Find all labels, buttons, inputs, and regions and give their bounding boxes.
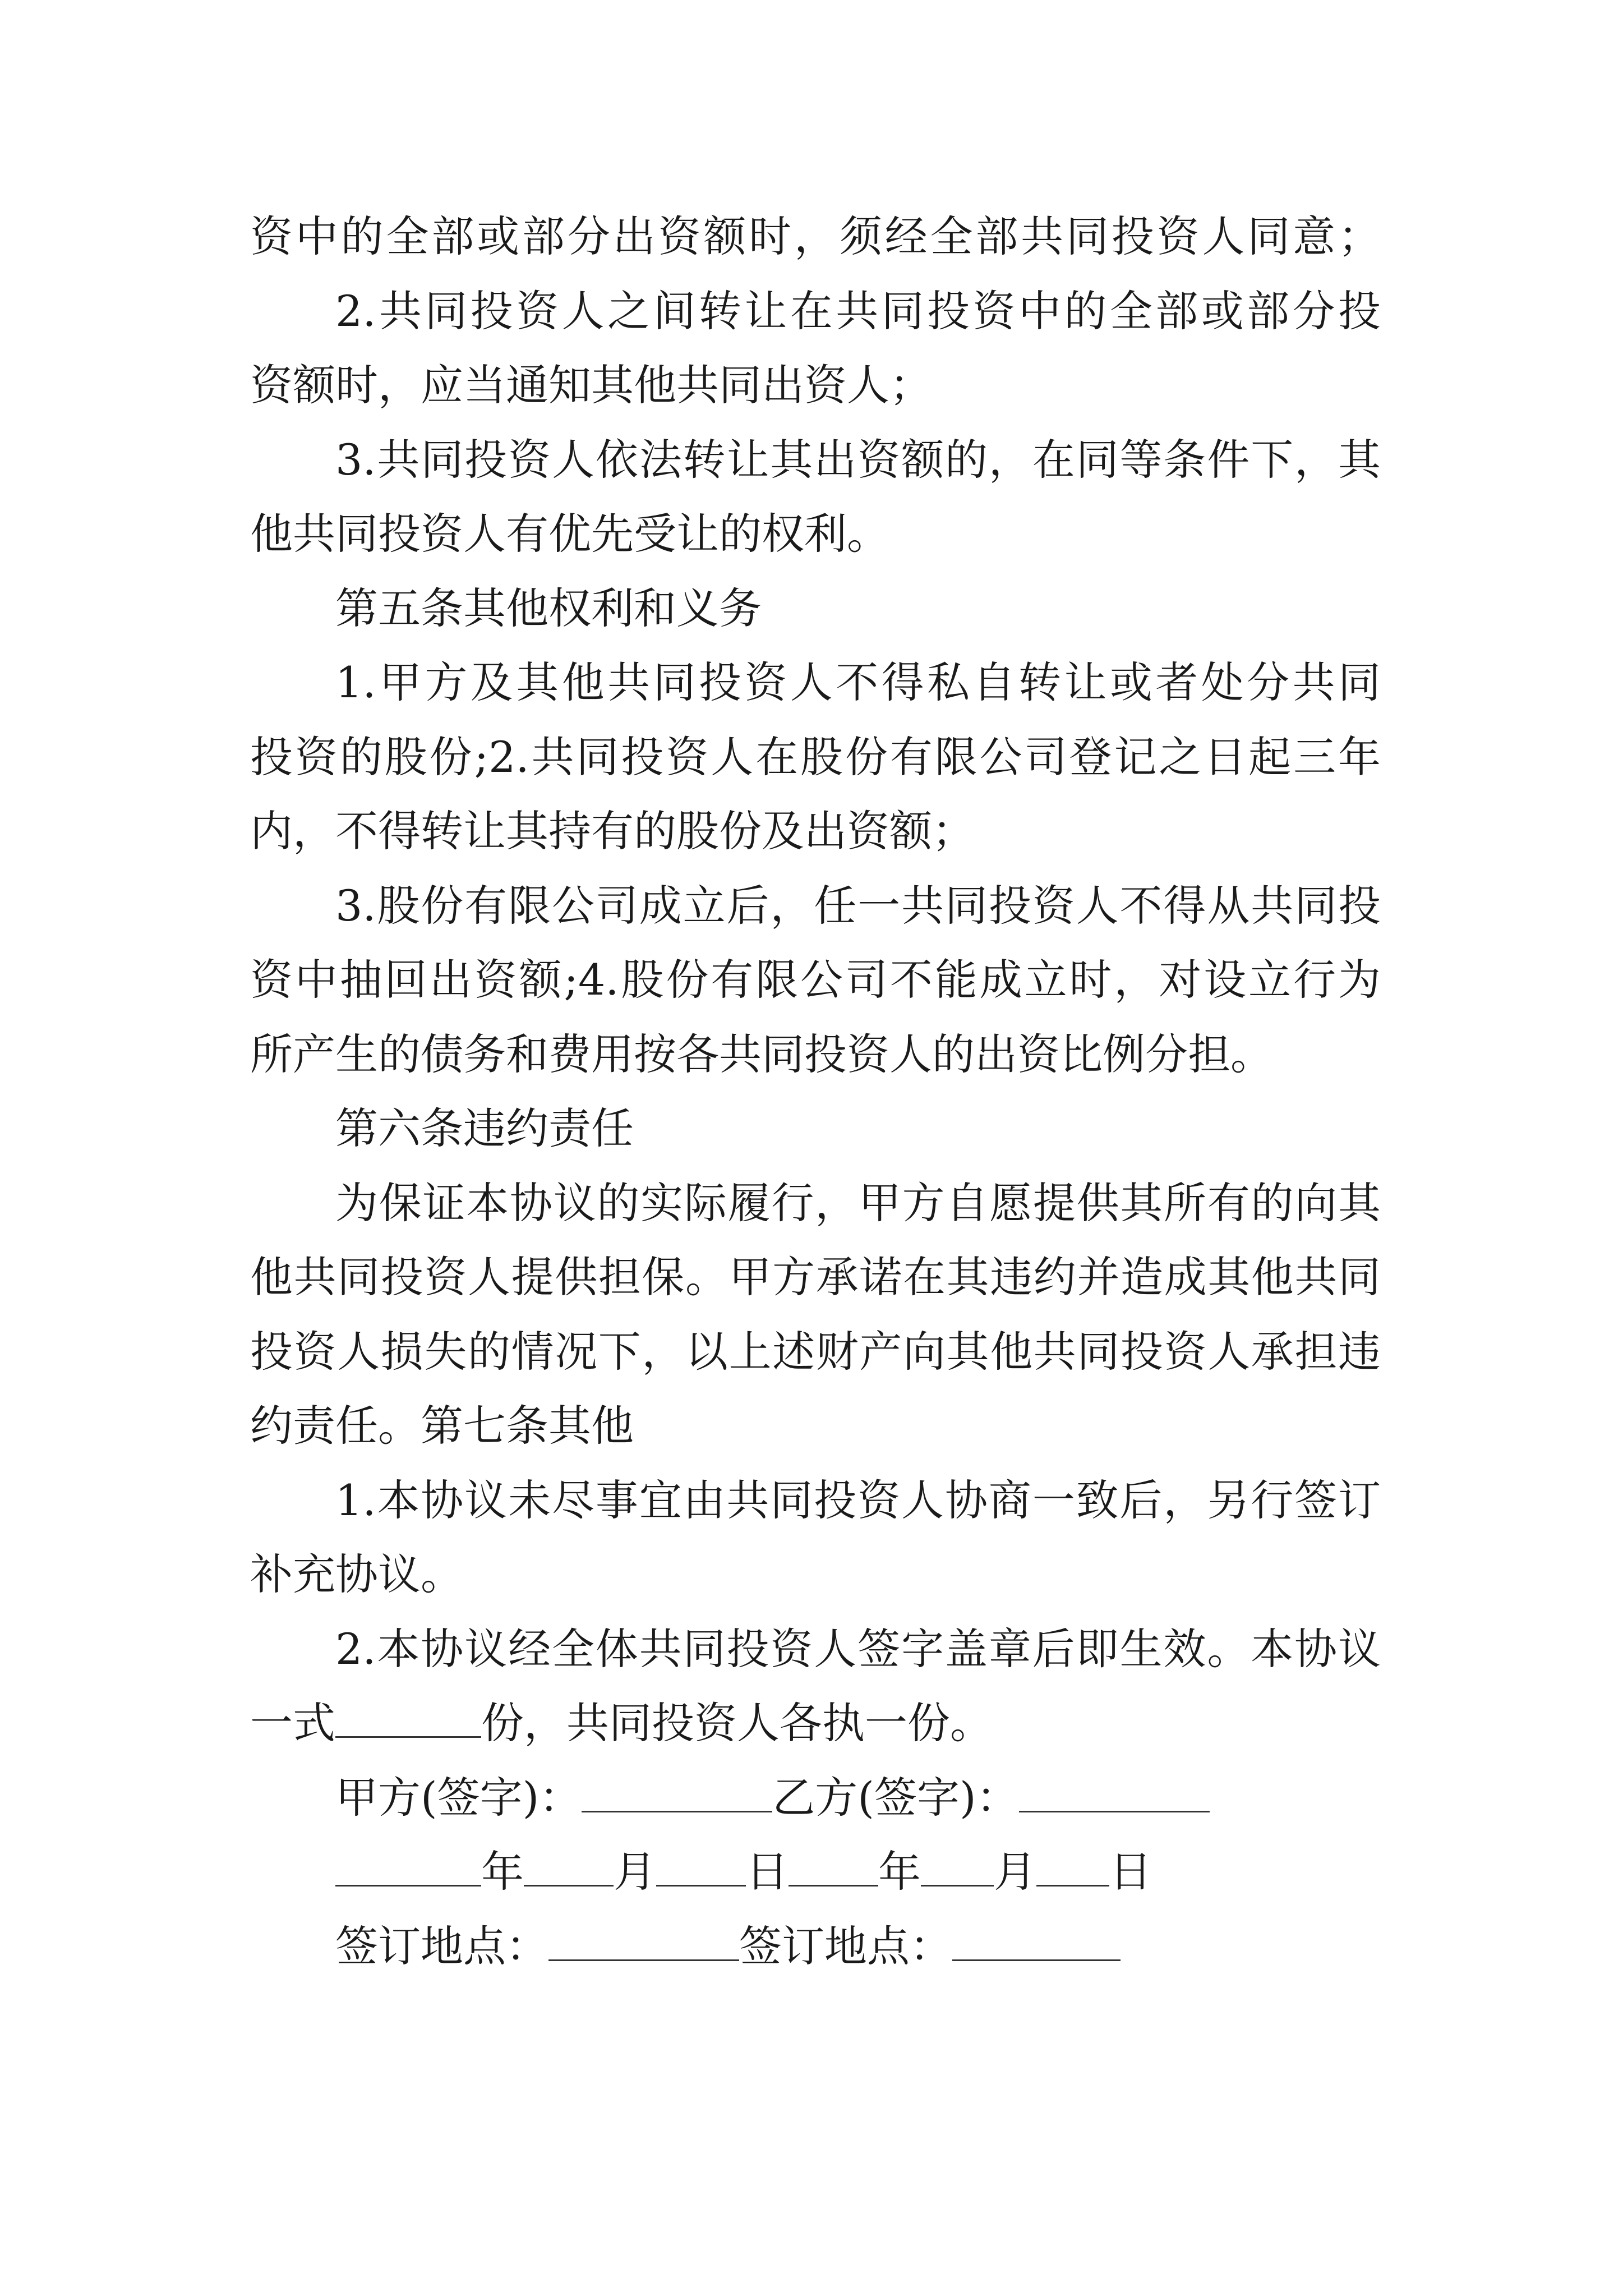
text-line-1: 资中的全部或部分出资额时，须经全部共同投资人同意； — [250, 211, 1381, 261]
place-a-blank[interactable] — [548, 1920, 739, 1961]
section-heading-5: 第五条其他权利和义务 — [335, 583, 762, 633]
text-line-5: 他共同投资人有优先受让的权利。 — [250, 509, 889, 559]
text-line-4: 3.共同投资人依法转让其出资额的，在同等条件下，其 — [335, 435, 1381, 485]
place-a-label: 签订地点： — [335, 1921, 548, 1971]
text-line-18: 1.本协议未尽事宜由共同投资人协商一致后，另行签订 — [335, 1475, 1381, 1525]
date-line — [335, 1844, 1381, 1900]
copies-suffix: 份，共同投资人各执一份。 — [481, 1698, 993, 1748]
text-line-20: 2.本协议经全体共同投资人签字盖章后即生效。本协议 — [335, 1624, 1381, 1674]
copies-line — [250, 1695, 1381, 1751]
text-line-16: 投资人损失的情况下，以上述财产向其他共同投资人承担违 — [250, 1327, 1381, 1377]
text-line-8: 投资的股份;2.共同投资人在股份有限公司登记之日起三年 — [250, 732, 1381, 782]
text-line-11: 资中抽回出资额;4.股份有限公司不能成立时，对设立行为 — [250, 955, 1381, 1005]
party-a-year-label: 年 — [481, 1847, 524, 1897]
signature-line — [335, 1770, 1381, 1826]
party-b-day-blank[interactable] — [1036, 1846, 1109, 1887]
place-b-label: 签订地点： — [739, 1921, 952, 1971]
party-b-label: 乙方(签字)： — [772, 1773, 1019, 1823]
text-line-15: 他共同投资人提供担保。甲方承诺在其违约并造成其他共同 — [250, 1252, 1381, 1302]
party-b-month-blank[interactable] — [921, 1846, 994, 1887]
party-a-month-label: 月 — [614, 1847, 656, 1897]
text-line-9: 内，不得转让其持有的股份及出资额； — [250, 806, 975, 856]
party-a-label: 甲方(签字)： — [335, 1773, 582, 1823]
copies-blank[interactable] — [335, 1697, 481, 1738]
copies-prefix: 一式 — [250, 1698, 335, 1748]
party-b-signature-blank[interactable] — [1019, 1772, 1210, 1812]
text-line-12: 所产生的债务和费用按各共同投资人的出资比例分担。 — [250, 1029, 1273, 1079]
text-line-17: 约责任。第七条其他 — [250, 1401, 634, 1451]
place-line — [335, 1918, 1381, 1975]
party-a-day-blank[interactable] — [656, 1846, 746, 1887]
party-b-month-label: 月 — [994, 1847, 1036, 1897]
party-a-signature-blank[interactable] — [582, 1772, 772, 1812]
party-b-year-label: 年 — [878, 1847, 921, 1897]
section-heading-6: 第六条违约责任 — [335, 1103, 634, 1153]
text-line-10: 3.股份有限公司成立后，任一共同投资人不得从共同投 — [335, 881, 1381, 931]
text-line-7: 1.甲方及其他共同投资人不得私自转让或者处分共同 — [335, 657, 1381, 707]
text-line-19: 补充协议。 — [250, 1549, 463, 1599]
text-line-2: 2.共同投资人之间转让在共同投资中的全部或部分投 — [335, 286, 1381, 336]
party-a-year-blank[interactable] — [335, 1846, 481, 1887]
text-line-3: 资额时，应当通知其他共同出资人； — [250, 360, 932, 410]
text-line-14: 为保证本协议的实际履行，甲方自愿提供其所有的向其 — [335, 1178, 1381, 1228]
party-a-day-label: 日 — [746, 1847, 789, 1897]
party-b-year-blank[interactable] — [789, 1846, 878, 1887]
place-b-blank[interactable] — [952, 1920, 1121, 1961]
party-a-month-blank[interactable] — [524, 1846, 614, 1887]
party-b-day-label: 日 — [1109, 1847, 1152, 1897]
